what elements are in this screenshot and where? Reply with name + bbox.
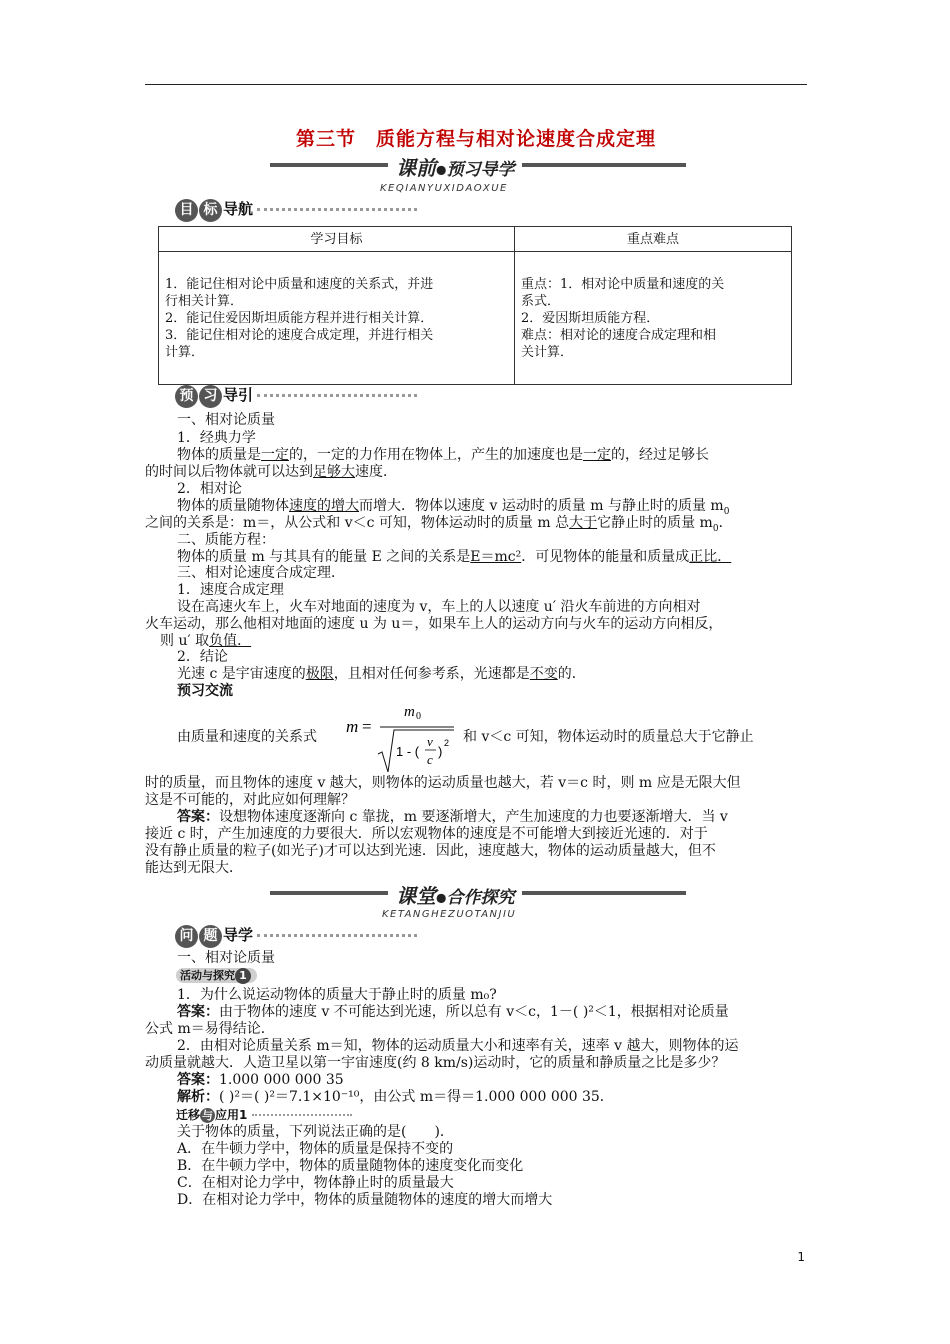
transfer-label: 迁移 与 应用1 [176,1106,352,1123]
formula-num: m [404,704,415,720]
mc-question: 关于物体的质量，下列说法正确的是( )． [177,1124,454,1140]
answer: 答案：设想物体速度逐渐向 c 靠拢，m 要逐渐增大，产生加速度的力也要逐渐增大．当 v [177,809,728,825]
heading: 一、相对论质量 [177,950,275,966]
paragraph: 的时间以后物体就可以达到足够大速度． [145,464,397,480]
blank-answer: 一定 [261,447,289,463]
banner-classroom [270,880,686,906]
goals-table [158,226,792,385]
goal-line: 3．能记住相对论的速度合成定理，并进行相关 [165,327,434,343]
paragraph: 物体的质量随物体速度的增大而增大．物体以速度 v 运动时的质量 m 与静止时的质量 $m_0$ [177,498,730,517]
badge-rest: 导航 [223,200,254,218]
blank-answer: 足够大 [313,464,355,480]
mc-option-c: C．在相对论力学中，物体静止时的质量最大 [177,1175,454,1191]
badge-rest: 导学 [223,926,254,944]
badge-char: 习 [199,385,222,408]
paragraph: 这是不可能的，对此应如何理解？ [145,792,355,808]
blank-answer: E＝mc² [470,549,522,565]
answer-label: 答案： [177,809,219,825]
formula-eq: = [362,717,372,736]
table-header-goals: 学习目标 [159,227,515,252]
answer-line: 公式 m＝易得结论． [145,1021,275,1037]
paragraph: 之间的关系是：m＝，从公式和 v＜c 可知，物体运动时的质量 m 总大于它静止时的质量 $m_0$． [145,515,733,534]
formula-close: ) [438,744,443,759]
blank-answer: 负值． [209,633,252,649]
paragraph: 物体的质量是一定的，一定的力作用在物体上，产生的加速度也是一定的，经过足够长 [177,447,709,463]
goal-line: 计算． [165,344,205,360]
table-header-key-points: 重点难点 [515,227,792,252]
subheading: 1．经典力学 [177,430,256,446]
paragraph: 时的质量，而且物体的速度 v 越大，则物体的运动质量也越大，若 v＝c 时，则 m 应是无限大但 [145,775,741,791]
badge-dots [257,394,417,397]
heading: 二、质能方程： [177,532,275,548]
blank-answer: 大于 [569,515,598,531]
banner-text [388,880,522,906]
badge-dots [257,208,417,211]
heading: 三、相对论速度合成定理． [177,565,345,581]
blank-answer: 一定 [583,447,611,463]
heading: 预习交流 [177,683,233,699]
badge-char: 预 [175,385,198,408]
goal-line: 行相关计算． [165,293,244,309]
paragraph: 火车运动，那么他相对地面的速度 u 为 u＝，如果车上人的运动方向与火车的运动方向相反， [145,616,723,632]
blank-answer: 不变 [529,666,558,682]
formula-m: m [346,717,359,736]
formula-one: 1 - ( [396,744,420,759]
question: 1．为什么说运动物体的质量大于静止时的质量 m₀? [177,987,497,1003]
answer-line: 没有静止质量的粒子(如光子)才可以达到光速．因此，速度越大，物体的运动质量越大，但不 [145,843,716,859]
mc-option-d: D．在相对论力学中，物体的质量随物体的速度的增大而增大 [177,1192,553,1208]
badge-char: 标 [199,199,222,222]
banner-small: 合作探究 [446,888,515,908]
badge-question [175,924,417,948]
formula-c: c [427,752,433,767]
heading: 一、相对论质量 [177,412,275,428]
blank-answer: 极限 [305,666,334,682]
banner-dot: ● [436,162,447,177]
badge-char: 目 [175,199,198,222]
mc-option-a: A．在牛顿力学中，物体的质量是保持不变的 [177,1141,454,1157]
banner-dot: ● [436,890,447,905]
banner-subtitle: KEQIANYUXIDAOXUE [380,183,508,194]
badge-dots [257,934,417,937]
key-line: 2．爱因斯坦质能方程． [521,310,660,326]
section-title: 第三节 质能方程与相对论速度合成定理 [295,128,656,150]
table-cell-key-points [515,252,792,385]
badge-goal [175,198,417,222]
formula-num-sub: 0 [416,711,421,722]
paragraph: 和 v＜c 可知，物体运动时的质量总大于它静止 [463,729,754,745]
subheading: 2．结论 [177,649,228,665]
subheading: 2．相对论 [177,481,242,497]
banner-big: 课前 [396,156,436,180]
key-line: 重点：1．相对论中质量和速度的关 [521,276,725,292]
activity-label: 活动与探究 1 [176,967,257,984]
paragraph: 物体的质量 m 与其具有的能量 E 之间的关系是E＝mc²．可见物体的能量和质量成正比． [177,549,732,565]
question: 2．由相对论质量关系 m＝知，物体的运动质量大小和速率有关，速率 v 越大，则物体的运 [177,1038,739,1054]
badge-char: 问 [175,925,198,948]
banner-preview [270,152,686,178]
mass-formula [340,700,458,776]
badge-preview [175,384,417,408]
answer-line: 能达到无限大． [145,860,243,876]
mc-option-b: B．在牛顿力学中，物体的质量随物体的速度变化而变化 [177,1158,524,1174]
blank-answer: 速度的增大 [289,498,359,514]
formula-exp: 2 [444,738,450,748]
badge-char: 题 [199,925,222,948]
key-line: 系式． [521,293,561,309]
top-rule [145,84,807,85]
badge-rest: 导引 [223,386,254,404]
paragraph: 设在高速火车上，火车对地面的速度为 v，车上的人以速度 u′ 沿火车前进的方向相对 [177,599,701,615]
paragraph: 由质量和速度的关系式 [177,729,317,745]
formula-v: v [427,734,433,749]
question-line: 动质量就越大．人造卫星以第一宇宙速度(约 8 km/s)运动时，它的质量和静质量之比是多少？ [145,1055,726,1071]
paragraph: 则 u′ 取负值． [160,633,252,649]
goal-line: 1．能记住相对论中质量和速度的关系式，并进 [165,276,434,292]
goal-line: 2．能记住爱因斯坦质能方程并进行相关计算． [165,310,434,326]
subheading: 1．速度合成定理 [177,582,284,598]
banner-small: 预习导学 [446,160,515,180]
paragraph: 光速 c 是宇宙速度的极限，且相对任何参考系，光速都是不变的． [177,666,586,682]
banner-big: 课堂 [396,884,436,908]
key-line: 难点：相对论的速度合成定理和相 [521,327,717,343]
answer: 答案：由于物体的速度 v 不可能达到光速，所以总有 v＜c，1－( )²＜1，根据相对论质量 [177,1004,729,1020]
banner-text [388,152,522,178]
explanation: 解析：( )²＝( )²＝7.1×10⁻¹⁰，由公式 m＝得＝1.000 000 000 35． [177,1089,614,1105]
page-number: 1 [797,1250,805,1264]
table-cell-goals [159,252,515,385]
blank-answer: 正比． [689,549,732,565]
key-line: 关计算． [521,344,574,360]
answer: 答案：1.000 000 000 35 [177,1072,344,1088]
banner-subtitle: KETANGHEZUOTANJIU [382,909,517,920]
answer-line: 接近 c 时，产生加速度的力要很大．所以宏观物体的速度是不可能增大到接近光速的．对于 [145,826,708,842]
